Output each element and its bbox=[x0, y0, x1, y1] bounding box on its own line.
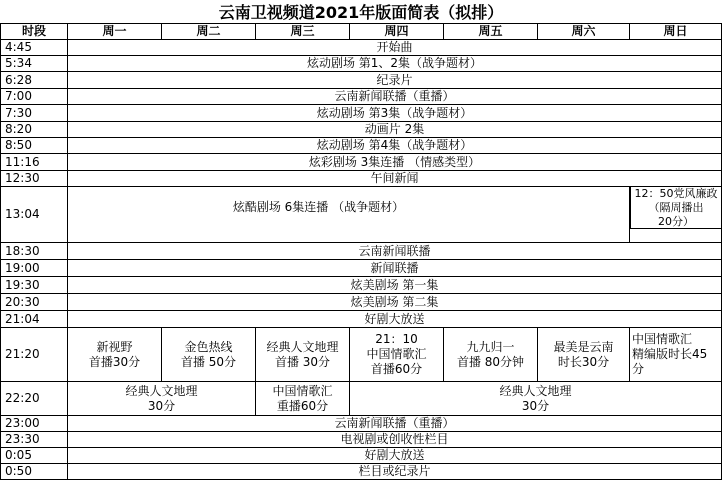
day-program-cell-wednesday[interactable]: 经典人文地理 首播 30分 bbox=[256, 328, 350, 382]
program-cell[interactable]: 炫酷剧场 6集连播 （战争题材） bbox=[68, 187, 630, 243]
time-cell[interactable]: 4:45 bbox=[0, 40, 68, 56]
time-cell[interactable]: 21:04 bbox=[0, 311, 68, 328]
program-cell[interactable]: 炫动剧场 第1、2集（战争题材） bbox=[68, 56, 722, 72]
time-cell[interactable]: 21:20 bbox=[0, 328, 68, 382]
sunday-note-cell[interactable]: 12：50党风廉政 （隔周播出 20分） bbox=[630, 187, 722, 229]
program-cell[interactable]: 好剧大放送 bbox=[68, 311, 722, 328]
time-cell[interactable]: 0:05 bbox=[0, 448, 68, 464]
sunday-empty-cell bbox=[630, 229, 722, 243]
page-title: 云南卫视频道2021年版面简表（拟排） bbox=[0, 0, 722, 24]
program-cell[interactable]: 栏目或纪录片 bbox=[68, 464, 722, 480]
program-cell[interactable]: 新闻联播 bbox=[68, 260, 722, 277]
time-cell[interactable]: 23:30 bbox=[0, 432, 68, 448]
header-saturday[interactable]: 周六 bbox=[538, 24, 630, 40]
time-cell[interactable]: 0:50 bbox=[0, 464, 68, 480]
program-cell[interactable]: 开始曲 bbox=[68, 40, 722, 56]
program-cell[interactable]: 午间新闻 bbox=[68, 171, 722, 187]
header-sunday[interactable]: 周日 bbox=[630, 24, 722, 40]
header-wednesday[interactable]: 周三 bbox=[256, 24, 350, 40]
header-friday[interactable]: 周五 bbox=[444, 24, 538, 40]
program-cell[interactable]: 炫动剧场 第3集（战争题材） bbox=[68, 105, 722, 122]
header-tuesday[interactable]: 周二 bbox=[162, 24, 256, 40]
time-cell[interactable]: 5:34 bbox=[0, 56, 68, 72]
time-cell[interactable]: 18:30 bbox=[0, 243, 68, 260]
time-cell[interactable]: 22:20 bbox=[0, 382, 68, 416]
day-program-cell-saturday[interactable]: 最美是云南 时长30分 bbox=[538, 328, 630, 382]
day-program-cell-friday[interactable]: 九九归一 首播 80分钟 bbox=[444, 328, 538, 382]
day-program-cell-monday[interactable]: 新视野 首播30分 bbox=[68, 328, 162, 382]
program-cell[interactable]: 好剧大放送 bbox=[68, 448, 722, 464]
program-cell-wed[interactable]: 中国情歌汇 重播60分 bbox=[256, 382, 350, 416]
program-cell[interactable]: 云南新闻联播（重播） bbox=[68, 416, 722, 432]
time-cell[interactable]: 8:20 bbox=[0, 122, 68, 138]
program-cell[interactable]: 炫美剧场 第二集 bbox=[68, 294, 722, 311]
time-cell[interactable]: 8:50 bbox=[0, 138, 68, 154]
program-cell-mon-tue[interactable]: 经典人文地理 30分 bbox=[68, 382, 256, 416]
program-cell-thu-sun[interactable]: 经典人文地理 30分 bbox=[350, 382, 722, 416]
program-cell[interactable]: 动画片 2集 bbox=[68, 122, 722, 138]
time-cell[interactable]: 20:30 bbox=[0, 294, 68, 311]
program-cell[interactable]: 炫美剧场 第一集 bbox=[68, 277, 722, 294]
program-cell[interactable]: 炫彩剧场 3集连播 （情感类型） bbox=[68, 154, 722, 171]
time-cell[interactable]: 19:30 bbox=[0, 277, 68, 294]
header-time[interactable]: 时段 bbox=[0, 24, 68, 40]
time-cell[interactable]: 23:00 bbox=[0, 416, 68, 432]
day-program-cell-thursday[interactable]: 21：10 中国情歌汇 首播60分 bbox=[350, 328, 444, 382]
day-program-cell-tuesday[interactable]: 金色热线 首播 50分 bbox=[162, 328, 256, 382]
day-program-cell-sunday[interactable]: 中国情歌汇 精编版时长45 分 bbox=[630, 328, 722, 382]
time-cell[interactable]: 7:00 bbox=[0, 89, 68, 105]
program-cell[interactable]: 炫动剧场 第4集（战争题材） bbox=[68, 138, 722, 154]
time-cell[interactable]: 7:30 bbox=[0, 105, 68, 122]
header-monday[interactable]: 周一 bbox=[68, 24, 162, 40]
program-cell[interactable]: 纪录片 bbox=[68, 72, 722, 89]
time-cell[interactable]: 13:04 bbox=[0, 187, 68, 243]
time-cell[interactable]: 11:16 bbox=[0, 154, 68, 171]
time-cell[interactable]: 19:00 bbox=[0, 260, 68, 277]
program-cell[interactable]: 电视剧或创收性栏目 bbox=[68, 432, 722, 448]
header-thursday[interactable]: 周四 bbox=[350, 24, 444, 40]
time-cell[interactable]: 12:30 bbox=[0, 171, 68, 187]
program-cell[interactable]: 云南新闻联播（重播） bbox=[68, 89, 722, 105]
time-cell[interactable]: 6:28 bbox=[0, 72, 68, 89]
program-cell[interactable]: 云南新闻联播 bbox=[68, 243, 722, 260]
